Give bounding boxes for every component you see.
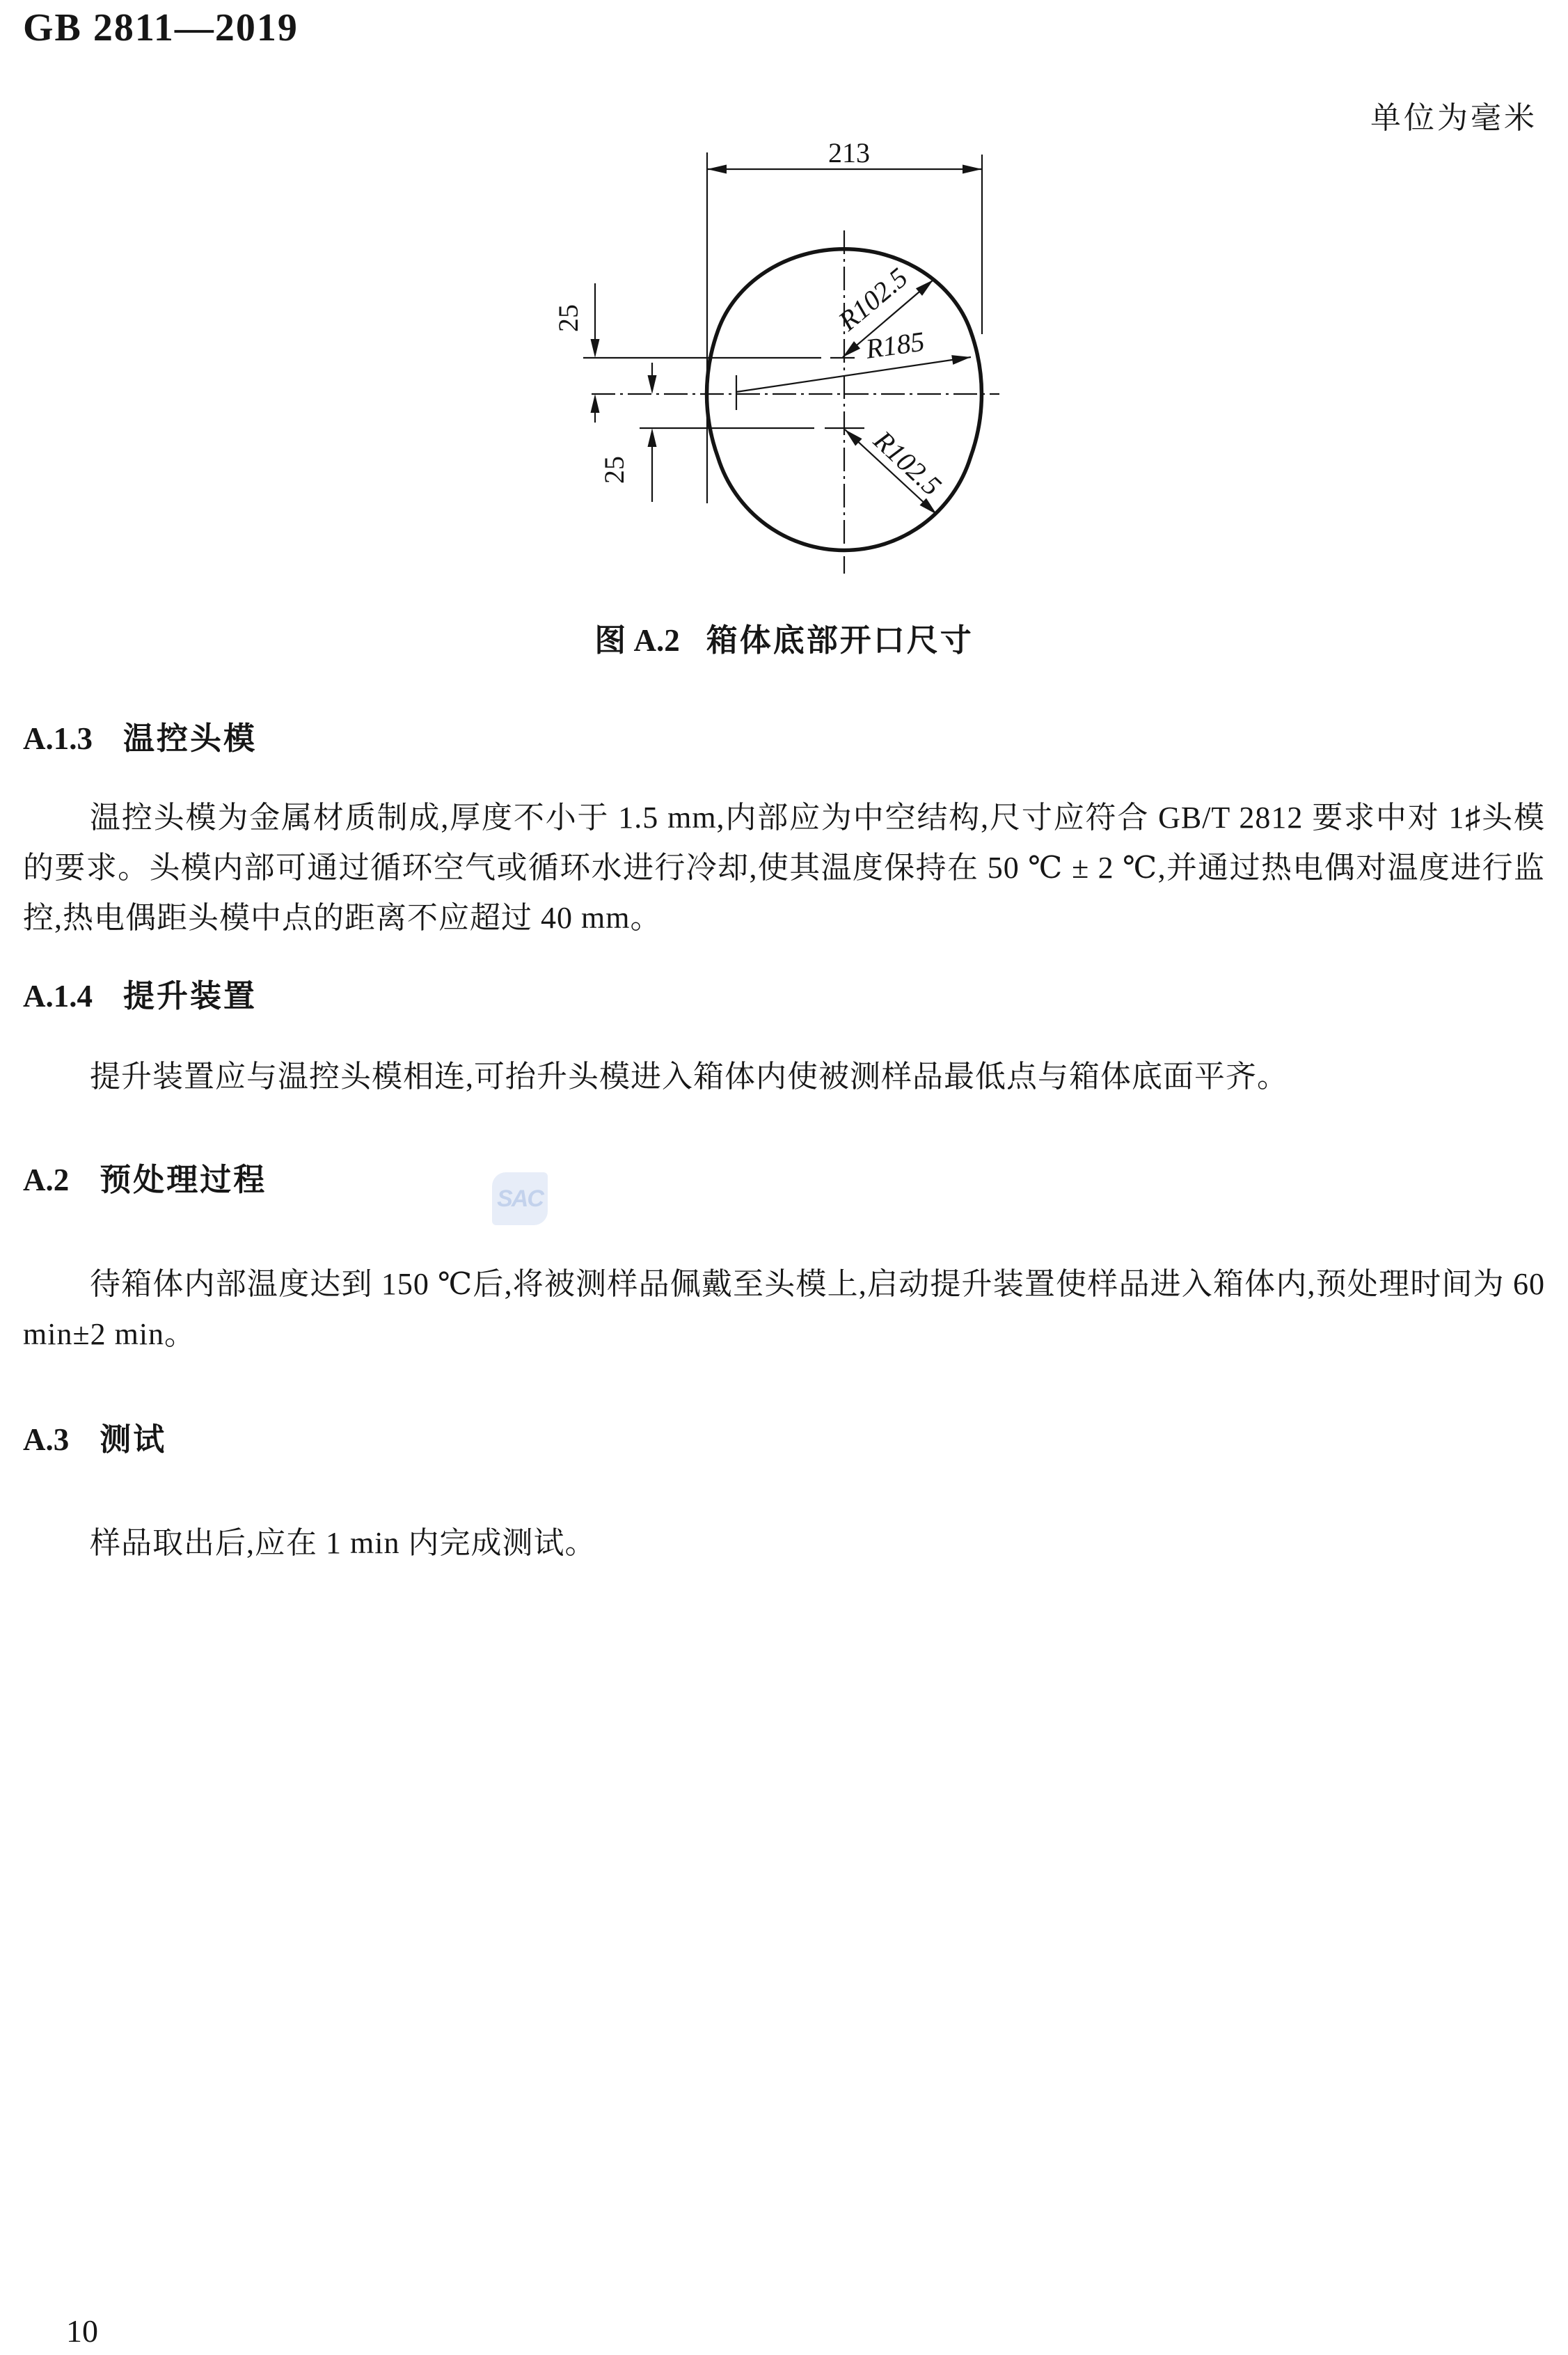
standard-number: GB 2811—2019: [23, 6, 299, 49]
section-id: A.1.3: [23, 721, 93, 756]
arrowhead-r185-icon: [951, 355, 971, 365]
section-paragraph: 温控头模为金属材质制成,厚度不小于 1.5 mm,内部应为中空结构,尺寸应符合 GB/T 2812 要求中对 1♯头模的要求。头模内部可通过循环空气或循环水进行冷却,使其温度保持在 50 ℃ ± 2 ℃,并通过热电偶对温度进行监控,热电偶距头模中点的距离不应超过 40 mm。: [23, 801, 1545, 935]
section-heading-a2: [23, 1163, 1545, 1197]
r185-leader: [736, 357, 971, 392]
page-number: 10: [66, 2313, 98, 2349]
section-title: 温控头模: [123, 720, 258, 756]
radius-side-label: R185: [864, 325, 927, 365]
section-paragraph: 样品取出后,应在 1 min 内完成测试。: [90, 1526, 596, 1560]
section-heading-a3: [23, 1422, 1545, 1457]
sac-watermark-text: SAC: [497, 1185, 543, 1212]
figure-caption-label: 图 A.2: [594, 623, 680, 658]
arrowhead-down2-icon: [648, 375, 657, 394]
section-id: A.1.4: [23, 979, 93, 1014]
arrowhead-left-icon: [707, 165, 727, 174]
dim-width-label: 213: [828, 137, 870, 168]
section-id: A.3: [23, 1422, 70, 1457]
section-paragraph: 提升装置应与温控头模相连,可抬升头模进入箱体内使被测样品最低点与箱体底面平齐。: [90, 1060, 1288, 1094]
section-title: 提升装置: [123, 978, 258, 1014]
dim-offset-upper-label: 25: [553, 304, 584, 332]
arrowhead-up2-icon: [648, 428, 657, 447]
radius-upper-label: R102.5: [832, 261, 914, 337]
section-id: A.2: [23, 1163, 70, 1197]
section-title: 测试: [100, 1421, 167, 1457]
section-heading-a14: [23, 979, 1545, 1014]
dim-offset-lower-label: 25: [599, 456, 630, 484]
arrowhead-right-icon: [963, 165, 982, 174]
figure-caption: [0, 615, 1568, 660]
sac-watermark: [492, 1172, 548, 1225]
section-title: 预处理过程: [100, 1162, 267, 1197]
radius-lower-label: R102.5: [868, 424, 948, 502]
figure-caption-title: 箱体底部开口尺寸: [706, 622, 974, 658]
figure-drawing: [550, 136, 1009, 581]
figure-svg: [550, 136, 1009, 581]
section-heading-a13: [23, 721, 1545, 756]
arrowhead-up-icon: [591, 394, 600, 413]
unit-note: 单位为毫米: [1370, 101, 1537, 135]
arrowhead-down-icon: [591, 339, 600, 358]
section-paragraph: 待箱体内部温度达到 150 ℃后,将被测样品佩戴至头模上,启动提升装置使样品进入箱体内,预处理时间为 60 min±2 min。: [23, 1267, 1545, 1351]
